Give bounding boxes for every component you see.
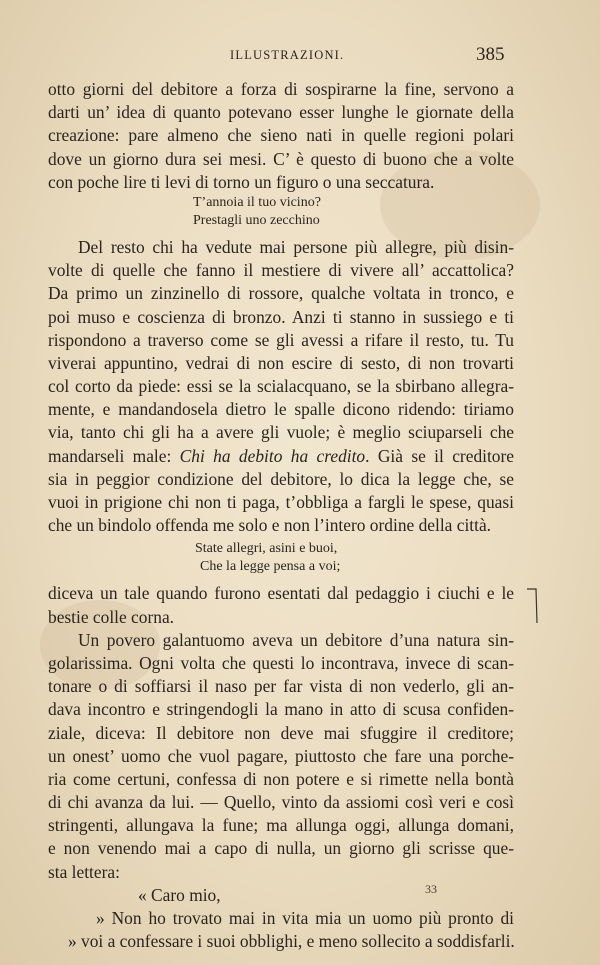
verse-quote xyxy=(48,540,514,576)
text-line: ziale, diceva: Il debitore non deve mai sfuggire il creditore; xyxy=(48,722,514,743)
letter-line: » Non ho trovato mai in vita mia un uomo più pronto di xyxy=(96,908,514,928)
text-line: via, tanto chi gli ha a avere gli vuole; è meglio sciuparseli che xyxy=(48,422,514,443)
text-line: volte di quelle che fanno il mestiere di vivere all’ accattolica? xyxy=(48,260,514,281)
text-line: sia in peggior condizione del debitore, lo dica la legge che, se xyxy=(48,468,514,489)
text-line: darti un’ idea di quanto potevano esser lunghe le giornate della xyxy=(48,102,514,123)
text-line: diceva un tale quando furono esentati dal pedaggio i ciuchi e le xyxy=(48,583,514,604)
verse-line: Che la legge pensa a voi; xyxy=(200,559,341,575)
page-header xyxy=(0,44,600,68)
text-line: e non venendo mai a capo di nulla, un giorno gli scrisse que- xyxy=(48,838,514,859)
letter-line: » voi a confessare i suoi obblighi, e meno sollecito a soddisfarli. xyxy=(68,931,515,952)
text-line: stringenti, allungava la fune; ma allunga oggi, allunga domani, xyxy=(48,815,514,836)
running-head: ILLUSTRAZIONI. xyxy=(230,48,345,62)
text-line: di chi avanza da lui. — Quello, vinto da assiomi così veri e così xyxy=(48,792,514,813)
margin-pencil-mark xyxy=(526,586,540,624)
text-line: vuoi in prigione chi non ti paga, t’obbliga a fargli le spese, quasi xyxy=(48,492,514,512)
page-number: 385 xyxy=(476,44,505,65)
text-line: dava incontro e stringendogli la mano in atto di scusa confiden- xyxy=(48,699,514,720)
text-line: Un povero galantuomo aveva un debitore d’una natura sin- xyxy=(78,629,514,650)
text-line: col corto da piede: essi se la scialacquano, se la sbirbano allegra- xyxy=(48,376,514,397)
text-span: mandarseli male: xyxy=(48,445,180,466)
verse-line: State allegri, asini e buoi, xyxy=(195,541,338,557)
text-line: creazione: pare almeno che sieno nati in quelle regioni polari xyxy=(48,125,514,146)
text-line: con poche lire ti levi di torno un figuro o una seccatura. xyxy=(48,171,435,192)
text-line: ria come certuni, confessa di non potere e si rimette nella bontà xyxy=(48,768,514,789)
text-line: otto giorni del debitore a forza di sospirarne la fine, servono a xyxy=(48,79,514,99)
text-line: tonare o di soffiarsi il naso per far vista di non vederlo, gli an- xyxy=(48,676,514,697)
text-line: mente, e mandandosela dietro le spalle dicono ridendo: tiriamo xyxy=(48,399,514,420)
text-line: sta lettera: xyxy=(48,861,120,882)
paragraph xyxy=(48,582,514,628)
text-line: viverai appuntino, vedrai di non escire di sesto, di non trovarti xyxy=(48,352,514,373)
text-line: golarissima. Ogni volta che questi lo incontrava, invece di scan- xyxy=(48,652,514,673)
verse-line: Prestagli uno zecchino xyxy=(193,212,320,228)
text-line: Del resto chi ha vedute mai persone più allegre, più disin- xyxy=(78,236,514,257)
text-line: rispondono a traverso come se gli avessi a rifare il resto, tu. Tu xyxy=(48,329,514,350)
signature-mark: 33 xyxy=(425,882,437,896)
text-line: dove un giorno dura sei mesi. C’ è questo di buono che a volte xyxy=(48,148,514,169)
text-line: un onest’ uomo che vuol pagare, piuttosto che fare una porche- xyxy=(48,745,514,766)
letter-quote xyxy=(48,884,514,954)
text-line xyxy=(48,445,514,468)
letter-line: « Caro mio, xyxy=(138,884,221,905)
verse-line: T’annoia il tuo vicino? xyxy=(193,194,321,210)
text-line: poi muso e coscienza di bronzo. Anzi ti stanno in sussiego e ti xyxy=(48,306,514,327)
text-line: che un bindolo offenda me solo e non l’intero ordine della città. xyxy=(48,515,492,536)
text-block xyxy=(48,78,514,953)
paragraph xyxy=(48,629,514,884)
text-span: . Già se il creditore xyxy=(365,445,514,466)
paragraph xyxy=(48,78,514,194)
text-line: bestie colle corna. xyxy=(48,606,175,627)
text-line: Da primo un zinzinello di rossore, qualche voltata in tronco, e xyxy=(48,283,514,304)
paragraph xyxy=(48,236,514,537)
italic-phrase: Chi ha debito ha credito xyxy=(179,445,366,466)
verse-quote xyxy=(48,194,514,230)
